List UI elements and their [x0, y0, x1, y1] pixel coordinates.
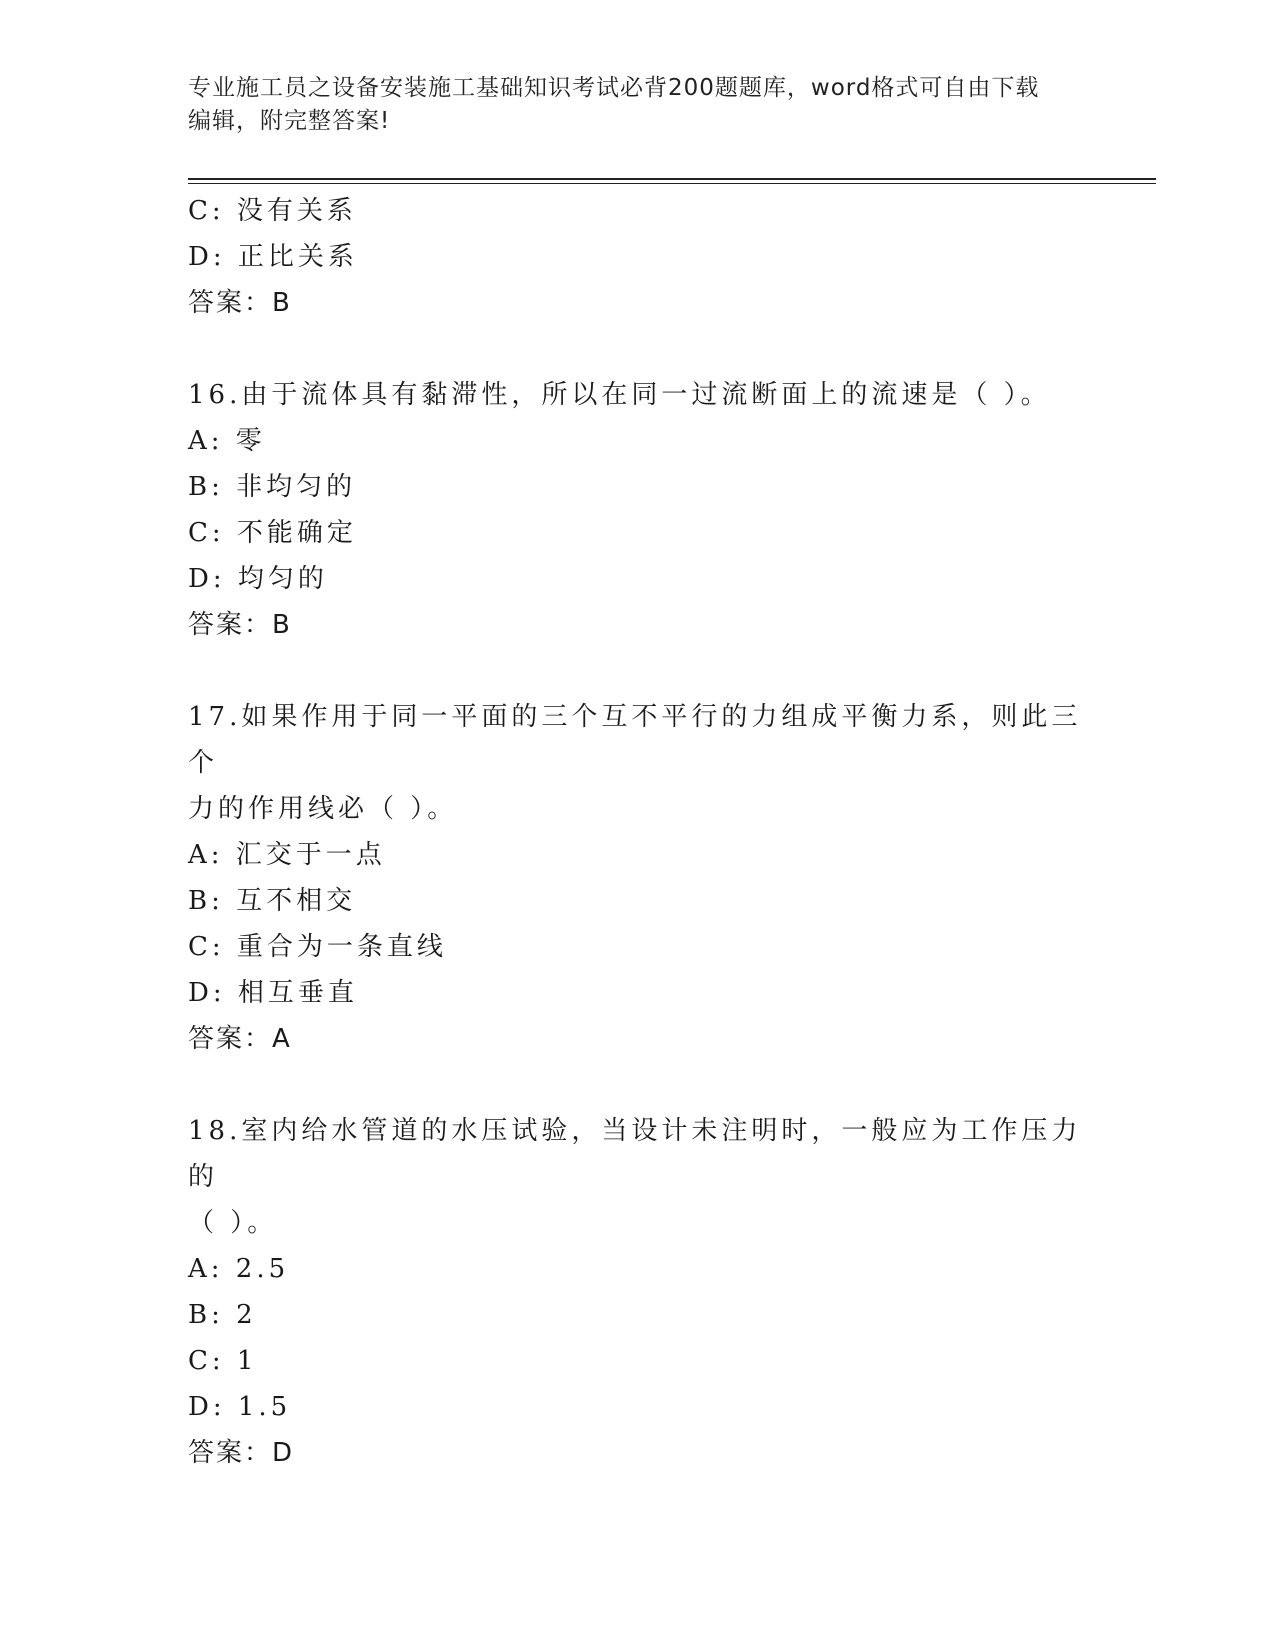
option-c: C: 1 [188, 1346, 258, 1376]
spacer [188, 648, 1088, 694]
question-stem-line-2: （ ）。 [188, 1208, 278, 1238]
option-c: C: 重合为一条直线 [188, 932, 447, 962]
answer-line: 答案：D [188, 1438, 295, 1468]
question-list [188, 188, 1088, 1476]
question-stem: 16.由于流体具有黏滞性，所以在同一过流断面上的流速是（ ）。 [188, 380, 1051, 410]
document-header [188, 72, 1088, 138]
header-divider-thin [188, 183, 1156, 184]
option-b: B: 非均匀的 [188, 472, 357, 502]
option-b: B: 2 [188, 1300, 257, 1330]
spacer [188, 1062, 1088, 1108]
option-d: D: 正比关系 [188, 242, 358, 272]
option-a: A: 汇交于一点 [188, 840, 386, 870]
question-stem-line-2: 力的作用线必（ ）。 [188, 794, 458, 824]
answer-line: 答案：B [188, 610, 292, 640]
option-c: C: 不能确定 [188, 518, 357, 548]
question-16 [188, 372, 1088, 648]
question-17 [188, 694, 1088, 1062]
header-title-line-2: 编辑，附完整答案! [188, 108, 391, 134]
question-stem-line-1: 17.如果作用于同一平面的三个互不平行的力组成平衡力系，则此三个 [188, 702, 1082, 778]
question-18 [188, 1108, 1088, 1476]
option-d: D: 均匀的 [188, 564, 328, 594]
question-stem-line-1: 18.室内给水管道的水压试验，当设计未注明时，一般应为工作压力的 [188, 1116, 1082, 1192]
option-d: D: 1.5 [188, 1392, 292, 1422]
header-divider-thick [188, 178, 1156, 180]
option-a: A: 零 [188, 426, 266, 456]
option-b: B: 互不相交 [188, 886, 357, 916]
spacer [188, 326, 1088, 372]
question-15-continued [188, 188, 1088, 326]
option-c: C: 没有关系 [188, 196, 357, 226]
option-a: A: 2.5 [188, 1254, 290, 1284]
option-d: D: 相互垂直 [188, 978, 358, 1008]
answer-line: 答案：A [188, 1024, 292, 1054]
answer-line: 答案：B [188, 288, 292, 318]
header-title-line-1: 专业施工员之设备安装施工基础知识考试必背200题题库，word格式可自由下载 [188, 75, 1040, 101]
